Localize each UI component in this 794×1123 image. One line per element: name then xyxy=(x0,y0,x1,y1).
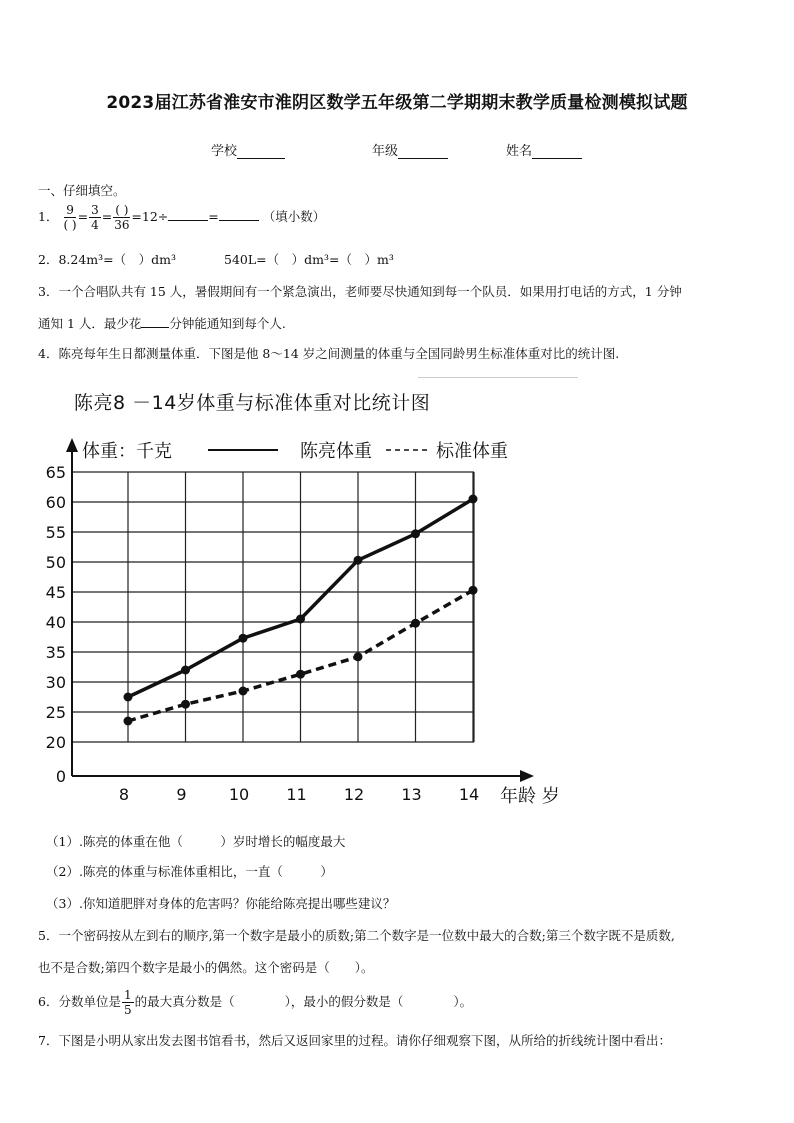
sub-question-2: （2）.陈亮的体重与标准体重相比，一直（ ） xyxy=(46,864,333,879)
x-tick-label: 12 xyxy=(343,785,365,804)
y-tick-label: 40 xyxy=(45,613,66,632)
sub-question-1: （1）.陈亮的体重在他（ ）岁时增长的幅度最大 xyxy=(46,834,346,849)
data-point xyxy=(354,556,363,565)
x-tick-label: 10 xyxy=(228,785,250,804)
frac-num: 9 xyxy=(66,203,74,217)
frac-num: ( ) xyxy=(115,203,129,217)
fraction-3-4 xyxy=(89,203,101,232)
y-tick-label: 0 xyxy=(55,767,66,786)
frac-den: 4 xyxy=(91,218,99,232)
school-label: 学校 xyxy=(211,144,238,159)
grade-label: 年级 xyxy=(372,144,399,159)
x-tick-label: 9 xyxy=(176,785,187,804)
fraction-9 xyxy=(63,203,76,232)
q1-number: 1． xyxy=(38,209,59,224)
question-4: 4．陈亮每年生日都测量体重．下图是他 8～14 岁之间测量的体重与全国同龄男生标准体重对比的统计图. xyxy=(38,346,620,361)
q2-part-a: 8.24m³=（ ）dm³ xyxy=(58,252,176,267)
name-field xyxy=(506,140,582,159)
y-tick-label: 35 xyxy=(45,643,66,662)
data-point xyxy=(411,529,420,538)
q6-text-b: 的最大真分数是（ ），最小的假分数是（ ）。 xyxy=(134,994,473,1009)
q2-number: 2． xyxy=(38,252,59,267)
divider xyxy=(418,377,578,378)
question-2 xyxy=(38,250,394,268)
q3-text-b: 分钟能通知到每个人. xyxy=(169,316,286,331)
data-point xyxy=(239,687,248,696)
x-axis-arrow xyxy=(520,770,534,782)
data-point xyxy=(124,693,133,702)
equals: = xyxy=(77,209,89,224)
question-6 xyxy=(38,988,472,1017)
frac-num: 1 xyxy=(123,988,132,1002)
data-point xyxy=(239,634,248,643)
school-blank[interactable] xyxy=(237,144,285,159)
name-blank[interactable] xyxy=(532,144,582,159)
y-tick-label: 50 xyxy=(45,553,66,572)
y-tick-label: 25 xyxy=(45,703,66,722)
y-tick-label: 30 xyxy=(45,673,66,692)
data-point xyxy=(469,495,478,504)
name-label: 姓名 xyxy=(506,144,533,159)
answer-blank[interactable] xyxy=(141,315,169,328)
y-tick-label: 60 xyxy=(45,493,66,512)
q1-divide: =12÷ xyxy=(131,209,169,224)
page-title: 2023届江苏省淮安市淮阴区数学五年级第二学期期末教学质量检测模拟试题 xyxy=(106,93,688,113)
data-point xyxy=(469,586,478,595)
sub-question-3: （3）.你知道肥胖对身体的危害吗？你能给陈亮提出哪些建议？ xyxy=(46,896,396,911)
frac-den: 36 xyxy=(114,218,130,232)
equals: = xyxy=(101,209,113,224)
question-3-line-2 xyxy=(38,314,286,332)
data-point xyxy=(124,717,133,726)
answer-blank[interactable] xyxy=(168,208,208,221)
data-point xyxy=(296,615,305,624)
y-axis-label: 体重：千克 xyxy=(82,441,172,462)
y-axis-arrow xyxy=(66,438,78,452)
data-point xyxy=(296,670,305,679)
y-tick-label: 55 xyxy=(45,523,66,542)
frac-num: 3 xyxy=(91,203,99,217)
fraction-1-5 xyxy=(122,988,134,1017)
x-tick-label: 14 xyxy=(458,785,480,804)
legend-label: 标准体重 xyxy=(436,441,508,462)
fraction-36 xyxy=(113,203,130,232)
data-point xyxy=(181,700,190,709)
question-5-line-1: 5．一个密码按从左到右的顺序,第一个数字是最小的质数;第二个数字是一位数中最大的合数;第三个数字既不是质数, xyxy=(38,928,675,943)
question-7: 7．下图是小明从家出发去图书馆看书，然后又返回家里的过程。请你仔细观察下图，从所给的折线统计图中看出： xyxy=(38,1033,671,1048)
x-tick-label: 11 xyxy=(286,785,307,804)
x-axis-label: 年龄 岁 xyxy=(500,786,560,807)
grade-blank[interactable] xyxy=(398,144,448,159)
legend-label: 陈亮体重 xyxy=(300,441,372,462)
answer-blank[interactable] xyxy=(219,208,259,221)
chart-title: 陈亮8 －14岁体重与标准体重对比统计图 xyxy=(74,392,431,414)
x-tick-label: 13 xyxy=(401,785,422,804)
data-point xyxy=(411,619,420,628)
x-tick-label: 8 xyxy=(118,785,130,804)
y-tick-label: 45 xyxy=(45,583,66,602)
q3-text-a: 通知 1 人．最少花 xyxy=(38,316,142,331)
frac-den: ( ) xyxy=(63,218,77,232)
school-field xyxy=(211,140,285,159)
data-point xyxy=(181,666,190,675)
q2-part-b: 540L=（ ）dm³=（ ）m³ xyxy=(224,252,394,267)
q6-text-a: 6．分数单位是 xyxy=(38,994,121,1009)
grade-field xyxy=(372,140,448,159)
q1-hint: （填小数） xyxy=(262,209,326,224)
equals: = xyxy=(208,209,219,224)
y-tick-label: 65 xyxy=(45,463,66,482)
frac-den: 5 xyxy=(123,1003,132,1017)
question-1 xyxy=(38,203,325,232)
section-heading: 一、仔细填空。 xyxy=(38,183,126,198)
y-tick-label: 20 xyxy=(45,733,66,752)
question-3-line-1: 3．一个合唱队共有 15 人，暑假期间有一个紧急演出，老师要尽快通知到每一个队员．如果用打电话的方式，1 分钟 xyxy=(38,284,682,299)
weight-line-chart xyxy=(0,430,794,810)
data-point xyxy=(354,652,363,661)
question-5-line-2: 也不是合数;第四个数字是最小的偶然。这个密码是（ ）。 xyxy=(38,960,374,975)
